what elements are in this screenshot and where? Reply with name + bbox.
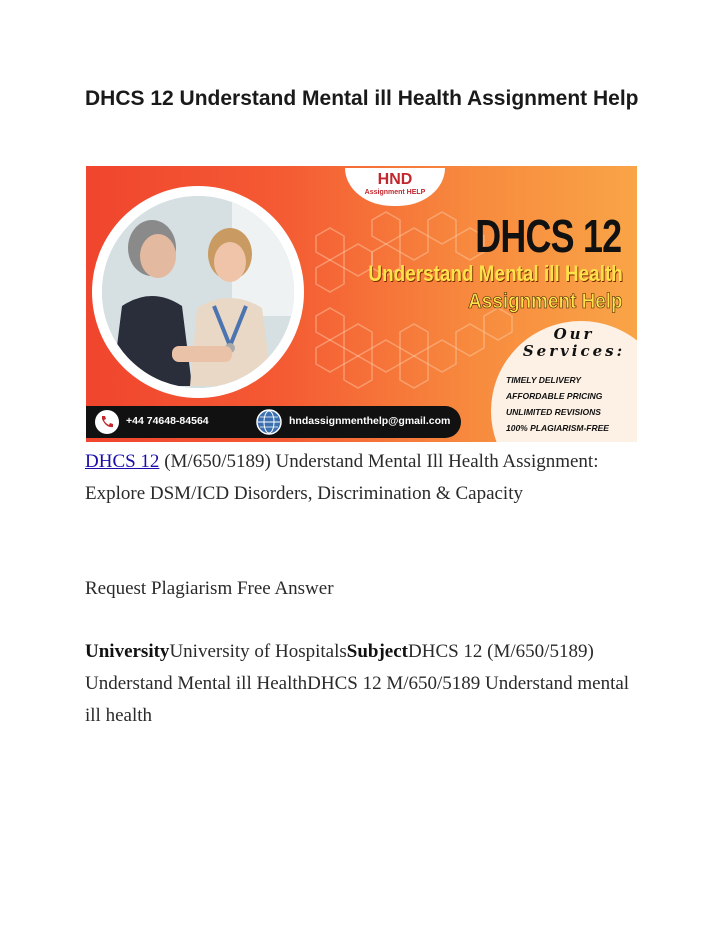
globe-icon bbox=[256, 409, 282, 435]
request-answer-text: Request Plagiarism Free Answer bbox=[85, 578, 334, 599]
phone-icon bbox=[94, 409, 120, 435]
phone-number: +44 74648-84564 bbox=[126, 415, 209, 427]
university-value: University of Hospitals bbox=[169, 641, 347, 662]
banner-headline: Understand Mental ill Health bbox=[368, 261, 623, 286]
page-title: DHCS 12 Understand Mental ill Health Assignment Help bbox=[85, 87, 639, 110]
service-item: TIMELY DELIVERY bbox=[506, 375, 582, 385]
doctor-patient-photo bbox=[102, 196, 294, 388]
service-item: 100% PLAGIARISM-FREE bbox=[506, 423, 609, 433]
intro-paragraph bbox=[85, 446, 630, 510]
contact-bar bbox=[86, 406, 461, 438]
banner-subheadline: Assignment Help bbox=[468, 290, 623, 313]
logo-subtitle: Assignment HELP bbox=[364, 189, 426, 196]
services-list bbox=[506, 372, 609, 436]
subject-value: DHCS 12 (M/650/5189) Understand Mental ill HealthDHCS 12 M/650/5189 Understand mental ill health bbox=[85, 641, 630, 726]
services-title: Our Services: bbox=[522, 325, 626, 360]
logo-mark: HND bbox=[377, 171, 413, 188]
subject-label: Subject bbox=[346, 641, 408, 662]
intro-text: (M/650/5189) Understand Mental Ill Health Assignment: Explore DSM/ICD Disorders, Discrimination & Capacity bbox=[85, 451, 599, 504]
service-item: UNLIMITED REVISIONS bbox=[506, 407, 601, 417]
email-address: hndassignmenthelp@gmail.com bbox=[289, 415, 451, 427]
service-item: AFFORDABLE PRICING bbox=[506, 391, 603, 401]
course-code-link[interactable]: DHCS 12 bbox=[85, 451, 160, 472]
meta-paragraph bbox=[85, 636, 630, 732]
banner-course-code: DHCS 12 bbox=[474, 210, 621, 262]
banner-image bbox=[86, 166, 637, 442]
photo-frame bbox=[92, 186, 304, 398]
university-label: University bbox=[85, 641, 170, 662]
